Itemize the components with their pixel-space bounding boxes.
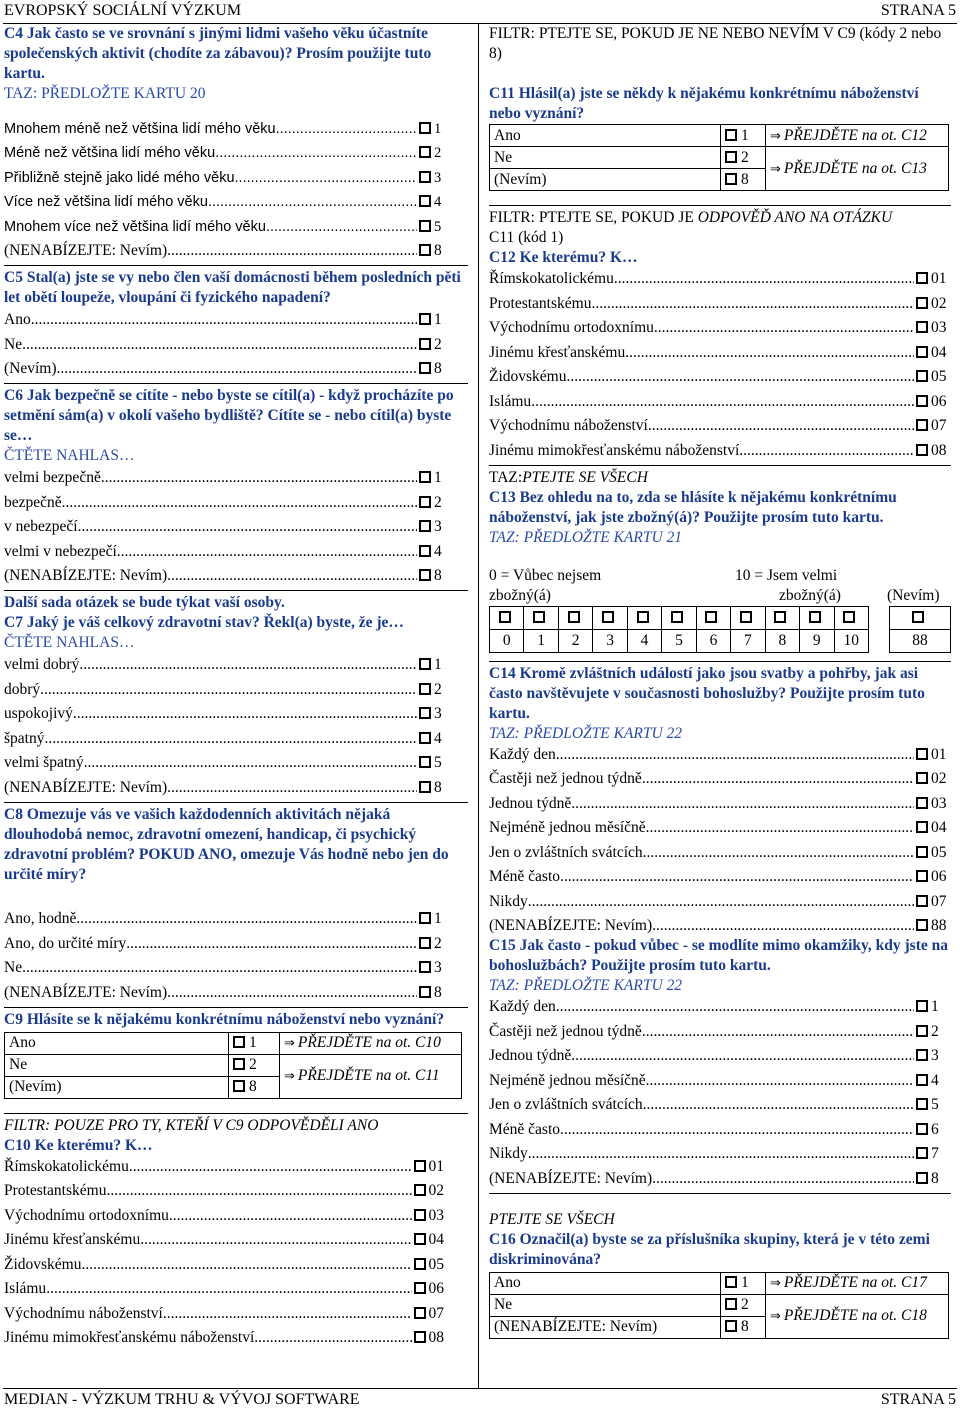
c13-cell-4[interactable] <box>627 606 661 629</box>
option-c6-2[interactable]: bezpečně ..... 2 <box>4 488 468 513</box>
checkbox[interactable] <box>740 611 752 623</box>
footer-page-number: STRANA 5 <box>880 1391 956 1408</box>
checkbox[interactable] <box>419 781 431 793</box>
checkbox[interactable] <box>568 611 580 623</box>
c13-cell-10[interactable] <box>834 606 868 629</box>
checkbox[interactable] <box>419 569 431 581</box>
option-c14-06[interactable]: Méně často ..... 06 <box>489 863 951 888</box>
separator <box>4 802 468 803</box>
c9-code-cell-2[interactable]: 2 <box>229 1054 280 1076</box>
checkbox[interactable] <box>602 611 614 623</box>
checkbox[interactable] <box>671 611 683 623</box>
option-c15-6[interactable]: Méně často ..... 6 <box>489 1115 951 1140</box>
c13-cell-0[interactable] <box>490 606 524 629</box>
checkbox[interactable] <box>414 1184 426 1196</box>
option-c5-1[interactable]: Ano ..... 1 <box>4 308 468 330</box>
header-page-number: STRANA 5 <box>880 2 956 19</box>
arrow-icon: ⇒ <box>770 161 781 177</box>
option-c15-3[interactable]: Jednou týdně ..... 3 <box>489 1042 951 1067</box>
checkbox[interactable] <box>419 244 431 256</box>
c13-left-anchor: 0 = Vůbec nejsem <box>489 566 602 584</box>
option-c10-07[interactable]: Východnímu náboženství ..... 07 <box>4 1299 468 1324</box>
instruction-c13: TAZ: PŘEDLOŽTE KARTU 21 <box>489 528 683 546</box>
checkbox[interactable] <box>916 821 928 833</box>
c13-cell-1[interactable] <box>524 606 558 629</box>
question-c15: C15 Jak často - pokud vůbec - se modlíte mimo okamžiky, kdy jste na bohoslužbách? Použijte prosím tuto kartu. <box>489 937 948 974</box>
checkbox[interactable] <box>916 1025 928 1037</box>
checkbox[interactable] <box>419 471 431 483</box>
checkbox[interactable] <box>414 1233 426 1245</box>
separator <box>4 1113 468 1114</box>
checkbox[interactable] <box>533 611 545 623</box>
c13-cell-3[interactable] <box>593 606 627 629</box>
checkbox[interactable] <box>419 961 431 973</box>
checkbox[interactable] <box>916 1049 928 1061</box>
checkbox[interactable] <box>233 1080 245 1092</box>
checkbox[interactable] <box>916 1172 928 1184</box>
c9-label-ne: Ne <box>5 1054 229 1076</box>
checkbox[interactable] <box>419 362 431 374</box>
option-c6-3[interactable]: v nebezpečí ..... 3 <box>4 513 468 538</box>
c16-label-ne: Ne <box>490 1294 721 1316</box>
checkbox[interactable] <box>916 772 928 784</box>
options-c4 <box>4 114 468 261</box>
checkbox[interactable] <box>916 748 928 760</box>
checkbox[interactable] <box>725 151 737 163</box>
filter-c10: FILTR: POUZE PRO TY, KTEŘÍ V C9 ODPOVĚDĚLI ANO <box>4 1116 379 1134</box>
option-c10-04[interactable]: Jinému křesťanskému ..... 04 <box>4 1226 468 1251</box>
c16-label-ano: Ano <box>490 1272 721 1294</box>
checkbox[interactable] <box>809 611 821 623</box>
checkbox[interactable] <box>414 1209 426 1221</box>
option-c5-8[interactable]: (Nevím) ..... 8 <box>4 355 468 380</box>
question-c4: C4 Jak často se ve srovnání s jinými lidmi vašeho věku účastníte společenských aktivit (chodíte za zábavou)? Prosím použijte tuto kartu. <box>4 25 432 82</box>
c9-skip-2: ⇒ PŘEJDĚTE na ot. C11 <box>280 1054 462 1098</box>
arrow-icon: ⇒ <box>284 1069 295 1084</box>
option-c14-05[interactable]: Jen o zvláštních svátcích ..... 05 <box>489 838 951 863</box>
checkbox[interactable] <box>419 937 431 949</box>
checkbox[interactable] <box>916 1147 928 1159</box>
separator <box>489 1193 951 1194</box>
checkbox[interactable] <box>916 895 928 907</box>
option-c10-01[interactable]: Římskokatolickému ..... 01 <box>4 1156 468 1177</box>
c11-label-ne: Ne <box>490 147 721 169</box>
c11-code-cell-2[interactable]: 2 <box>721 147 766 169</box>
checkbox[interactable] <box>725 1298 737 1310</box>
option-c12-05[interactable]: Židovskému ..... 05 <box>489 363 951 388</box>
checkbox[interactable] <box>233 1058 245 1070</box>
option-c10-06[interactable]: Islámu ..... 06 <box>4 1275 468 1300</box>
question-c6: C6 Jak bezpečně se cítíte - nebo byste se cítil(a) - když procházíte po setmění sám(a) v okolí vašeho bydliště? Cítíte se - nebo cítil(a) byste se… <box>4 387 454 444</box>
c11-skip-1: ⇒ PŘEJDĚTE na ot. C12 <box>766 125 949 147</box>
checkbox[interactable] <box>916 370 928 382</box>
instruction-c4: TAZ: PŘEDLOŽTE KARTU 20 <box>4 85 206 102</box>
arrow-icon: ⇒ <box>770 1309 781 1324</box>
c11-label-nevim: (Nevím) <box>490 169 721 191</box>
separator <box>4 590 468 591</box>
checkbox[interactable] <box>414 1258 426 1270</box>
checkbox[interactable] <box>912 611 924 623</box>
arrow-icon: ⇒ <box>284 1036 295 1051</box>
checkbox[interactable] <box>916 1000 928 1012</box>
option-c10-03[interactable]: Východnímu ortodoxnímu ..... 03 <box>4 1201 468 1226</box>
instruction-c15: TAZ: PŘEDLOŽTE KARTU 22 <box>489 977 683 994</box>
checkbox[interactable] <box>419 146 431 158</box>
filter-c11: FILTR: PTEJTE SE, POKUD JE NE NEBO NEVÍM V C9 (kódy 2 nebo 8) <box>489 25 942 62</box>
c11-skip-2: ⇒ PŘEJDĚTE na ot. C13 <box>766 147 949 191</box>
checkbox[interactable] <box>419 683 431 695</box>
checkbox[interactable] <box>916 321 928 333</box>
footer-company: MEDIAN - VÝZKUM TRHU & VÝVOJ SOFTWARE <box>4 1391 360 1408</box>
checkbox[interactable] <box>419 122 431 134</box>
separator <box>489 465 951 466</box>
filter-c12: FILTR: PTEJTE SE, POKUD JE ODPOVĚĎ ANO NA OTÁZKU <box>489 209 893 226</box>
c13-cell-2[interactable] <box>558 606 592 629</box>
question-c7: C7 Jaký je váš celkový zdravotní stav? Řekl(a) byste, že je… <box>4 614 404 631</box>
c13-dk-label: (Nevím) <box>887 586 940 604</box>
option-c8-1[interactable]: Ano, hodně ..... 1 <box>4 905 468 930</box>
option-c14-01[interactable]: Každý den ..... 01 <box>489 744 951 765</box>
checkbox[interactable] <box>419 171 431 183</box>
c13-anchors-2: zbožný(á) zbožný(á) (Nevím) <box>489 586 940 604</box>
question-c11: C11 Hlásil(a) jste se někdy k nějakému konkrétnímu náboženství nebo vyznání? <box>489 85 919 122</box>
c9-label-nevim: (Nevím) <box>5 1076 229 1098</box>
skip-table-c9 <box>4 1032 462 1099</box>
option-c4-4[interactable]: Více než většina lidí mého věku ..... 4 <box>4 188 468 213</box>
option-c4-2[interactable]: Méně než většina lidí mého věku ..... 2 <box>4 139 468 164</box>
checkbox[interactable] <box>419 912 431 924</box>
c11-label-ano: Ano <box>490 125 721 147</box>
option-c4-1[interactable]: Mnohem méně než většina lidí mého věku ..... 1 <box>4 114 468 139</box>
option-c8-8[interactable]: (NENABÍZEJTE: Nevím) ..... 8 <box>4 978 468 1003</box>
checkbox[interactable] <box>414 1307 426 1319</box>
checkbox[interactable] <box>916 1098 928 1110</box>
option-c7-3[interactable]: uspokojivý ..... 3 <box>4 700 468 725</box>
c16-label-nevim: (NENABÍZEJTE: Nevím) <box>490 1316 721 1338</box>
checkbox[interactable] <box>705 611 717 623</box>
option-c12-07[interactable]: Východnímu náboženství ..... 07 <box>489 412 951 437</box>
c13-code-row: 0 1 2 3 4 5 6 7 8 9 10 88 <box>490 629 951 652</box>
intro-c7: Další sada otázek se bude týkat vaší osoby. <box>4 594 285 611</box>
skip-table-c16 <box>489 1272 949 1339</box>
checkbox[interactable] <box>916 1123 928 1135</box>
option-c8-2[interactable]: Ano, do určité míry ..... 2 <box>4 929 468 954</box>
c13-checkbox-row <box>490 606 951 629</box>
checkbox[interactable] <box>916 919 928 931</box>
option-c15-1[interactable]: Každý den ..... 1 <box>489 996 951 1017</box>
option-c7-4[interactable]: špatný ..... 4 <box>4 724 468 749</box>
option-c10-05[interactable]: Židovskému ..... 05 <box>4 1250 468 1275</box>
c13-anchors-1 <box>489 566 951 586</box>
checkbox[interactable] <box>419 545 431 557</box>
question-c8: C8 Omezuje vás ve vašich každodenních aktivitách nějaká dlouhodobá nemoc, zdravotní omezení, handicap, či psychický zdravotní problém? POKUD ANO, omezuje Vás hodně nebo jen do určité míry? <box>4 805 449 883</box>
c16-code-cell-8[interactable]: 8 <box>721 1316 766 1338</box>
option-c5-2[interactable]: Ne ..... 2 <box>4 330 468 355</box>
checkbox[interactable] <box>419 338 431 350</box>
skip-table-c11 <box>489 124 949 191</box>
option-c15-5[interactable]: Jen o zvláštních svátcích ..... 5 <box>489 1091 951 1116</box>
checkbox[interactable] <box>414 1282 426 1294</box>
checkbox[interactable] <box>419 220 431 232</box>
separator <box>4 1007 468 1008</box>
separator <box>489 661 951 662</box>
checkbox[interactable] <box>419 313 431 325</box>
c16-skip-2: ⇒ PŘEJDĚTE na ot. C18 <box>766 1294 949 1338</box>
option-c7-2[interactable]: dobrý ..... 2 <box>4 675 468 700</box>
checkbox[interactable] <box>414 1160 426 1172</box>
option-c12-03[interactable]: Východnímu ortodoxnímu ..... 03 <box>489 314 951 339</box>
checkbox[interactable] <box>916 1074 928 1086</box>
checkbox[interactable] <box>916 346 928 358</box>
c13-cell-88[interactable] <box>890 606 951 629</box>
checkbox[interactable] <box>414 1331 426 1343</box>
option-c14-88[interactable]: (NENABÍZEJTE: Nevím) ..... 88 <box>489 912 951 937</box>
checkbox[interactable] <box>419 195 431 207</box>
option-c15-7[interactable]: Nikdy ..... 7 <box>489 1140 951 1165</box>
c9-skip-1: ⇒ PŘEJDĚTE na ot. C10 <box>280 1032 462 1054</box>
option-c8-3[interactable]: Ne ..... 3 <box>4 954 468 979</box>
question-c13: C13 Bez ohledu na to, zda se hlásíte k nějakému konkrétnímu náboženství, jak jste zbožný(á)? Použijte prosím tuto kartu. <box>489 488 897 526</box>
c9-code-cell-1[interactable]: 1 <box>229 1032 280 1054</box>
arrow-icon: ⇒ <box>770 128 781 144</box>
option-c6-8[interactable]: (NENABÍZEJTE: Nevím) ..... 8 <box>4 562 468 587</box>
checkbox[interactable] <box>916 797 928 809</box>
c13-scale <box>489 606 951 653</box>
checkbox[interactable] <box>916 846 928 858</box>
option-c14-02[interactable]: Častěji než jednou týdně ..... 02 <box>489 765 951 790</box>
question-c10: C10 Ke kterému? K… <box>4 1136 153 1154</box>
option-c6-1[interactable]: velmi bezpečně ..... 1 <box>4 466 468 488</box>
checkbox[interactable] <box>499 611 511 623</box>
checkbox[interactable] <box>725 1276 737 1288</box>
checkbox[interactable] <box>637 611 649 623</box>
option-c4-8[interactable]: (NENABÍZEJTE: Nevím) ..... 8 <box>4 237 468 262</box>
filter-c12-code: C11 (kód 1) <box>489 229 564 246</box>
c9-label-ano: Ano <box>5 1032 229 1054</box>
instruction-c7: ČTĚTE NAHLAS… <box>4 634 135 651</box>
checkbox[interactable] <box>419 658 431 670</box>
checkbox[interactable] <box>419 520 431 532</box>
question-c14: C14 Kromě zvláštních událostí jako jsou svatby a pohřby, jak asi často navštěvujete v současnosti bohoslužby? Použijte prosím tuto kartu. <box>489 664 925 722</box>
checkbox[interactable] <box>419 707 431 719</box>
checkbox[interactable] <box>916 444 928 456</box>
option-c12-04[interactable]: Jinému křesťanskému ..... 04 <box>489 338 951 363</box>
c13-cell-6[interactable] <box>696 606 730 629</box>
checkbox[interactable] <box>725 129 737 141</box>
c9-code-cell-8[interactable]: 8 <box>229 1076 280 1098</box>
checkbox[interactable] <box>419 496 431 508</box>
option-c15-4[interactable]: Nejméně jednou měsíčně ..... 4 <box>489 1066 951 1091</box>
right-column <box>489 24 951 1339</box>
page-footer <box>4 1391 956 1411</box>
option-c6-4[interactable]: velmi v nebezpečí ..... 4 <box>4 537 468 562</box>
left-column <box>4 24 468 1348</box>
option-c4-5[interactable]: Mnohem více než většina lidí mého věku ..... 5 <box>4 212 468 237</box>
question-c16: C16 Označil(a) byste se za příslušníka skupiny, která je v této zemi diskriminována? <box>489 1230 930 1268</box>
c16-code-cell-2[interactable]: 2 <box>721 1294 766 1316</box>
option-c14-03[interactable]: Jednou týdně ..... 03 <box>489 789 951 814</box>
footer-rule <box>3 1388 957 1389</box>
question-c5: C5 Stal(a) jste se vy nebo člen vaší domácnosti během posledních pěti let obětí loupeže, vloupání či fyzického napadení? <box>4 269 461 306</box>
instruction-c14: TAZ: PŘEDLOŽTE KARTU 22 <box>489 724 683 742</box>
option-c4-3[interactable]: Přibližně stejně jako lidé mého věku ..... 3 <box>4 163 468 188</box>
option-c7-1[interactable]: velmi dobrý ..... 1 <box>4 653 468 675</box>
checkbox[interactable] <box>843 611 855 623</box>
checkbox[interactable] <box>916 272 928 284</box>
checkbox[interactable] <box>725 173 737 185</box>
column-divider <box>478 24 479 1388</box>
option-c12-08[interactable]: Jinému mimokřesťanskému náboženství ..... 08 <box>489 436 951 461</box>
instruction-c16: PTEJTE SE VŠECH <box>489 1210 615 1228</box>
checkbox[interactable] <box>916 419 928 431</box>
option-c15-8[interactable]: (NENABÍZEJTE: Nevím) ..... 8 <box>489 1164 951 1189</box>
option-c12-02[interactable]: Protestantskému ..... 02 <box>489 289 951 314</box>
option-c10-08[interactable]: Jinému mimokřesťanskému náboženství ..... 08 <box>4 1324 468 1349</box>
c13-right-anchor: 10 = Jsem velmi <box>735 566 838 584</box>
separator <box>4 383 468 384</box>
c11-code-cell-8[interactable]: 8 <box>721 169 766 191</box>
question-c9: C9 Hlásíte se k nějakému konkrétnímu náboženství nebo vyznání? <box>4 1010 445 1028</box>
c13-cell-9[interactable] <box>800 606 834 629</box>
option-c14-04[interactable]: Nejméně jednou měsíčně ..... 04 <box>489 814 951 839</box>
c11-code-cell-1[interactable]: 1 <box>721 125 766 147</box>
instruction-c13-taz: TAZ:PTEJTE SE VŠECH <box>489 468 648 486</box>
separator <box>4 265 468 266</box>
checkbox[interactable] <box>774 611 786 623</box>
instruction-c6: ČTĚTE NAHLAS… <box>4 447 135 464</box>
header-title: EVROPSKÝ SOCIÁLNÍ VÝZKUM <box>4 2 242 19</box>
page-header <box>4 2 956 22</box>
checkbox[interactable] <box>916 395 928 407</box>
option-c14-07[interactable]: Nikdy ..... 07 <box>489 887 951 912</box>
c16-code-cell-1[interactable]: 1 <box>721 1272 766 1294</box>
arrow-icon: ⇒ <box>770 1276 781 1291</box>
option-c10-02[interactable]: Protestantskému ..... 02 <box>4 1177 468 1202</box>
checkbox[interactable] <box>419 732 431 744</box>
c13-cell-7[interactable] <box>731 606 765 629</box>
checkbox[interactable] <box>725 1320 737 1332</box>
checkbox[interactable] <box>419 756 431 768</box>
question-c12: C12 Ke kterému? K… <box>489 249 638 266</box>
separator <box>489 205 951 206</box>
c13-cell-5[interactable] <box>662 606 696 629</box>
c13-cell-8[interactable] <box>765 606 799 629</box>
option-c12-01[interactable]: Římskokatolickému ..... 01 <box>489 268 951 289</box>
option-c7-8[interactable]: (NENABÍZEJTE: Nevím) ..... 8 <box>4 773 468 798</box>
option-c7-5[interactable]: velmi špatný ..... 5 <box>4 749 468 774</box>
checkbox[interactable] <box>233 1036 245 1048</box>
option-c12-06[interactable]: Islámu ..... 06 <box>489 387 951 412</box>
checkbox[interactable] <box>916 297 928 309</box>
c16-skip-1: ⇒ PŘEJDĚTE na ot. C17 <box>766 1272 949 1294</box>
checkbox[interactable] <box>419 986 431 998</box>
checkbox[interactable] <box>916 870 928 882</box>
option-c15-2[interactable]: Častěji než jednou týdně ..... 2 <box>489 1017 951 1042</box>
